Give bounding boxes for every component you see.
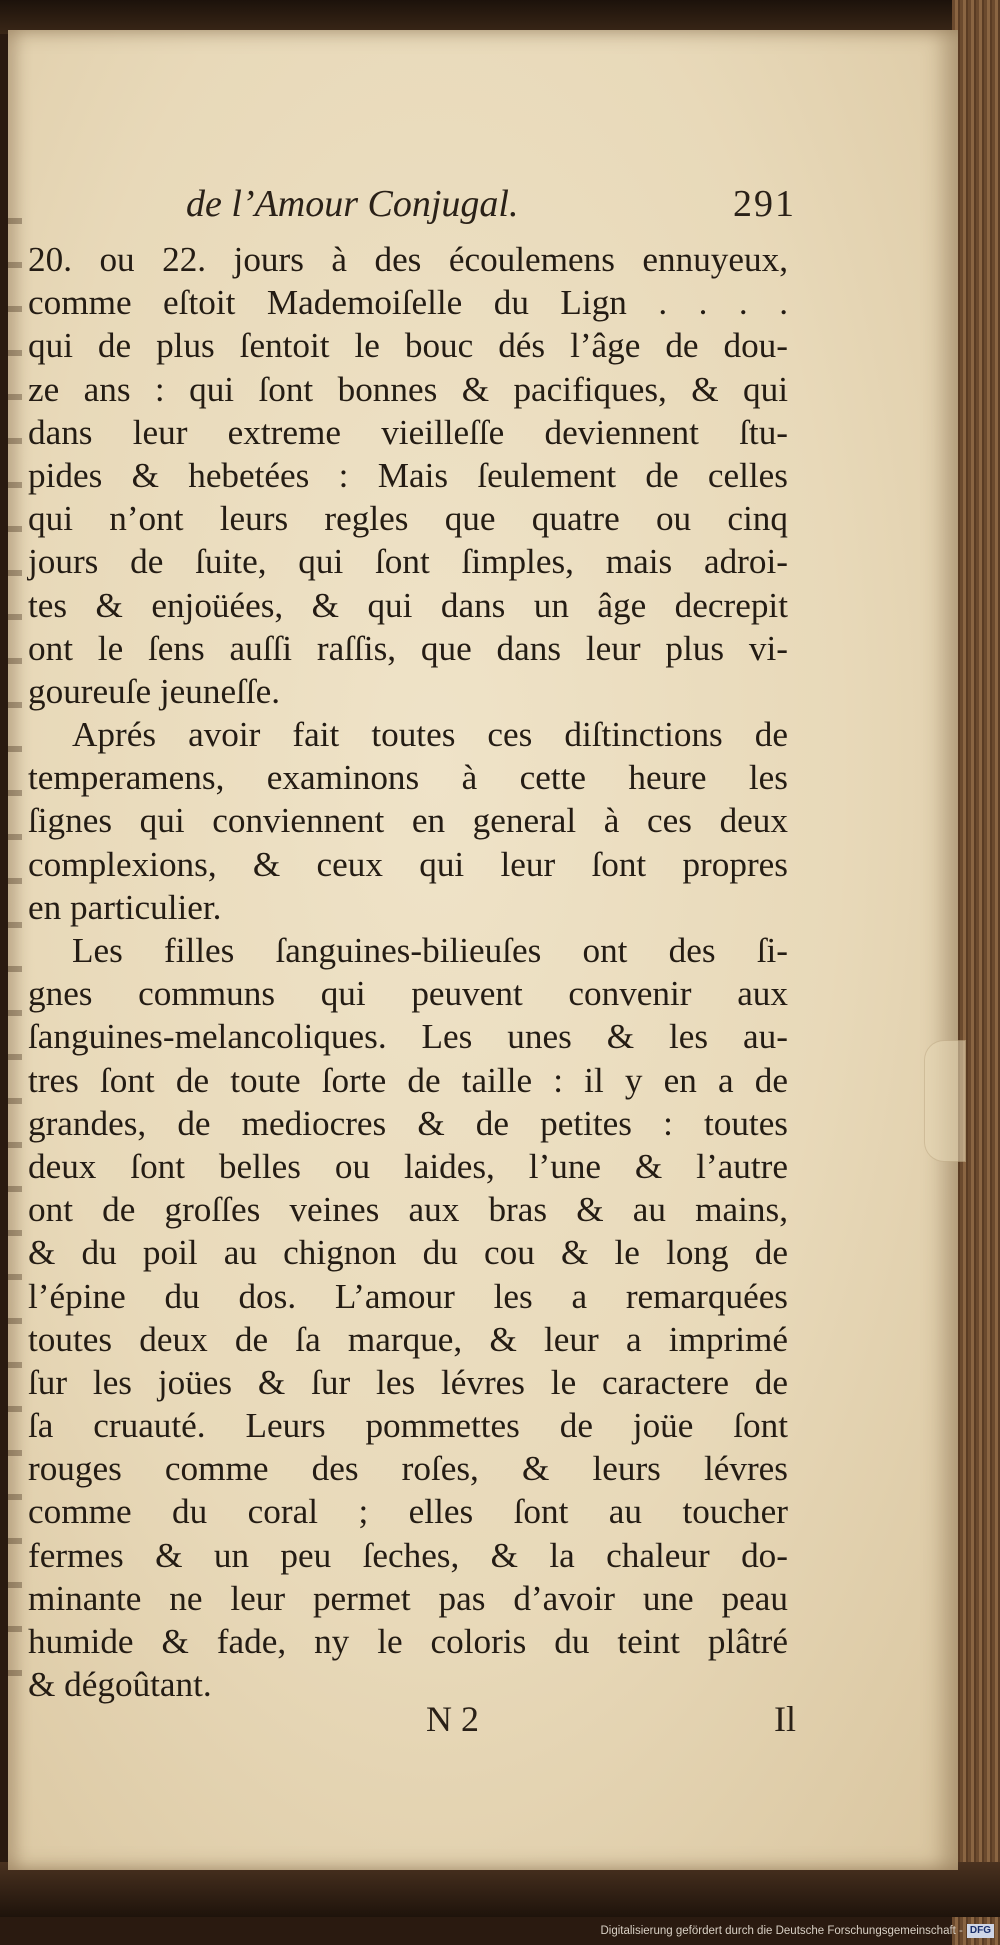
catchword: Il [774, 1699, 796, 1739]
text-line: ont de groſſes veines aux bras & au mains, [28, 1190, 788, 1230]
credit-text: Digitalisierung gefördert durch die Deutsche Forschungsgemeinschaft - [600, 1925, 963, 1937]
book-top-edge [0, 0, 1000, 34]
book-page [8, 30, 958, 1870]
text-line: ze ans : qui ſont bonnes & pacifiques, & qui [28, 369, 788, 409]
text-line: en particulier. [28, 887, 222, 927]
gutter-marks [8, 180, 22, 1680]
text-line: grandes, de mediocres & de petites : toutes [28, 1103, 788, 1143]
text-line: fermes & un peu ſeches, & la chaleur do- [28, 1535, 788, 1575]
text-line: qui n’ont leurs regles que quatre ou cinq [28, 499, 788, 539]
text-line: ſur les joües & ſur les lévres le caractere de [28, 1362, 788, 1402]
text-line: ſa cruauté. Leurs pommettes de joüe ſont [28, 1406, 788, 1446]
text-line: dans leur extreme vieilleſſe deviennent ſtu- [28, 412, 788, 452]
text-line: comme eſtoit Mademoiſelle du Lign . . . . [28, 283, 788, 323]
text-line: deux ſont belles ou laides, l’une & l’autre [28, 1146, 788, 1186]
text-line: tes & enjoüées, & qui dans un âge decrepit [28, 585, 788, 625]
text-line: & du poil au chignon du cou & le long de [28, 1233, 788, 1273]
page-clasp [924, 1040, 966, 1162]
signature-mark: N 2 [426, 1699, 479, 1739]
book-bottom-edge [0, 1862, 1000, 1917]
text-line: 20. ou 22. jours à des écoulemens ennuyeux, [28, 240, 788, 279]
page-number: 291 [733, 183, 796, 225]
text-line: qui de plus ſentoit le bouc dés l’âge de dou- [28, 326, 788, 366]
text-line: l’épine du dos. L’amour les a remarquées [28, 1276, 788, 1316]
text-line: gnes communs qui peuvent convenir aux [28, 974, 788, 1014]
text-line: ſignes qui conviennent en general à ces deux [28, 801, 788, 841]
text-line: pides & hebetées : Mais ſeulement de celles [28, 455, 788, 495]
text-line: humide & fade, ny le coloris du teint plâtré [28, 1622, 788, 1661]
text-line: comme du coral ; elles ſont au toucher [28, 1492, 788, 1532]
digitization-credit [600, 1920, 994, 1942]
text-line: temperamens, examinons à cette heure les [28, 758, 788, 798]
text-line: rouges comme des roſes, & leurs lévres [28, 1449, 788, 1489]
text-line: Les filles ſanguines-bilieuſes ont des ſi- [72, 931, 788, 970]
page-footer [426, 1698, 796, 1748]
text-line: goureuſe jeuneſſe. [28, 671, 281, 711]
text-line: Aprés avoir fait toutes ces diſtinctions de [72, 715, 788, 755]
page-header [176, 182, 796, 234]
book-fore-edge [952, 0, 1000, 1945]
body-text [28, 238, 788, 1706]
text-line: ſanguines-melancoliques. Les unes & les au- [28, 1017, 788, 1057]
text-line: minante ne leur permet pas d’avoir une peau [28, 1578, 788, 1618]
text-line: complexions, & ceux qui leur ſont propres [28, 844, 788, 884]
text-line: ont le ſens auſſi raſſis, que dans leur plus vi- [28, 628, 788, 668]
running-title: de l’Amour Conjugal. [186, 183, 519, 225]
text-line: tres ſont de toute ſorte de taille : il y en a de [28, 1060, 788, 1100]
text-line: jours de ſuite, qui ſont ſimples, mais adroi- [28, 542, 788, 582]
text-line: & dégoûtant. [28, 1665, 212, 1705]
dfg-logo: DFG [967, 1924, 994, 1938]
text-line: toutes deux de ſa marque, & leur a imprimé [28, 1319, 788, 1359]
